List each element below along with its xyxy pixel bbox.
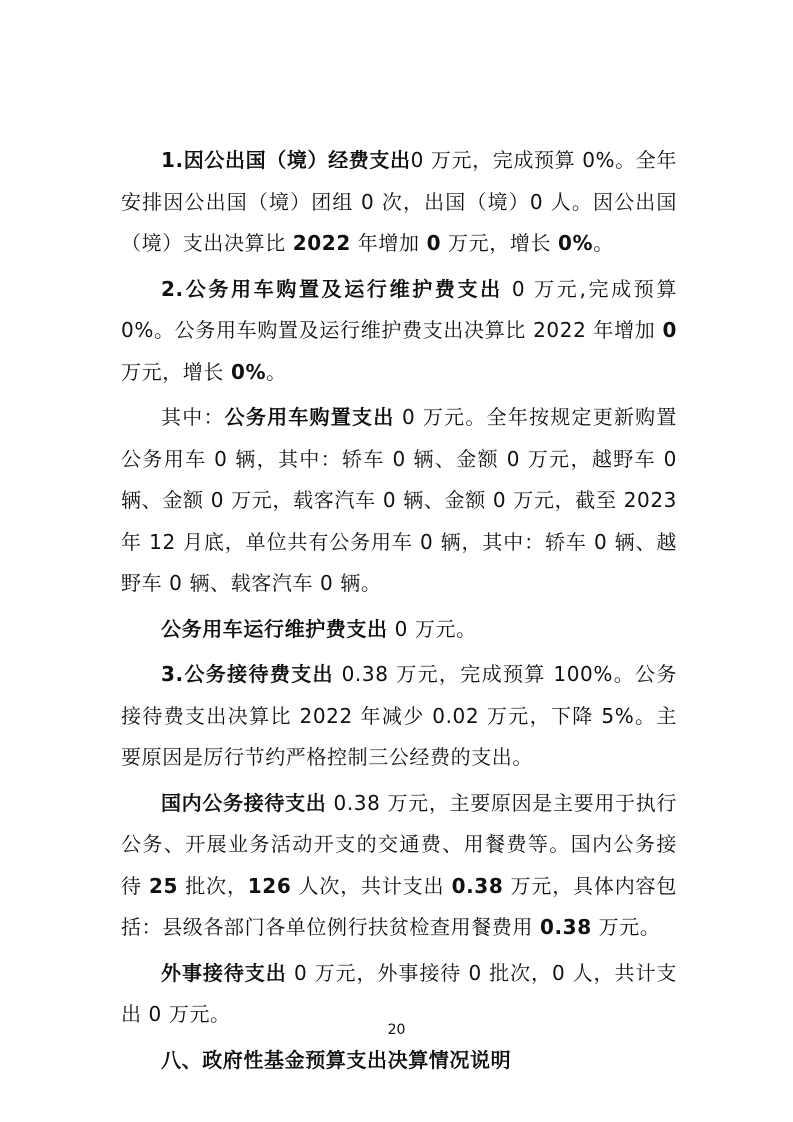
bold-value: 0 xyxy=(662,318,677,342)
bold-value: 0.38 xyxy=(451,873,504,898)
paragraph-text: 。 xyxy=(266,359,287,384)
paragraph-text: 。 xyxy=(593,231,614,255)
paragraph-text: 0 万元，完成预算 0%。全年安排因公出国（境）团组 0 次，出国（境）0 人。因公出国（境）支出决算比 xyxy=(121,148,677,255)
paragraph-lead: 国内公务接待支出 xyxy=(161,790,327,815)
paragraph-text: 其中： xyxy=(161,405,225,429)
paragraph-text: 0 万元，外事接待 0 批次，0 人，共计支出 0 万元。 xyxy=(121,960,677,1026)
page-number: 20 xyxy=(387,1022,406,1038)
paragraph-lead: 外事接待支出 xyxy=(161,960,287,985)
paragraph-reception-expense xyxy=(121,654,677,779)
paragraph-domestic-reception xyxy=(121,783,677,949)
bold-value: 0% xyxy=(230,359,267,384)
bold-value: 0 xyxy=(426,231,442,255)
paragraph-text: 人次，共计支出 xyxy=(291,873,452,898)
section-heading: 八、政府性基金预算支出决算情况说明 xyxy=(161,1047,512,1072)
paragraph-vehicle-purchase xyxy=(121,397,677,605)
paragraph-text: 万元，增长 xyxy=(441,231,559,255)
paragraph-text: 0 万元。 xyxy=(387,616,477,641)
bold-value: 0.38 xyxy=(539,915,592,939)
paragraph-text: 万元，增长 xyxy=(121,359,231,384)
paragraph-lead: 2.公务用车购置及运行维护费支出 xyxy=(161,276,503,301)
bold-value: 25 xyxy=(149,873,179,898)
paragraph-text: 批次， xyxy=(178,873,248,898)
paragraph-text: 0.38 万元，主要原因是主要用于执行公务、开展业务活动开支的交通费、用餐费等。国内公务接待 xyxy=(121,790,677,898)
paragraph-text: 0 万元。全年按规定更新购置公务用车 0 辆，其中：轿车 0 辆、金额 0 万元，越野车 0 辆、金额 0 万元，载客汽车 0 辆、金额 0 万元，截至 2023 年 12 月底，单位共有公务用车 0 辆，其中：轿车 0 辆、越野车 0 辆、载客汽车 0 辆。 xyxy=(121,405,677,595)
paragraph-text: 0.38 万元，完成预算 100%。公务接待费支出决算比 2022 年减少 0.02 万元，下降 5%。主要原因是厉行节约严格控制三公经费的支出。 xyxy=(121,662,677,769)
paragraph-overseas-expense xyxy=(121,140,677,265)
paragraph-text: 0 万元,完成预算 0%。公务用车购置及运行维护费支出决算比 2022 年增加 xyxy=(121,276,677,342)
paragraph-text: 年增加 xyxy=(350,231,427,255)
paragraph-lead: 3.公务接待费支出 xyxy=(161,662,334,686)
document-body xyxy=(121,140,677,1081)
paragraph-vehicle-maintenance xyxy=(121,609,677,651)
bold-value: 0% xyxy=(558,231,594,255)
paragraph-lead: 1.因公出国（境）经费支出 xyxy=(161,148,411,172)
paragraph-lead: 公务用车运行维护费支出 xyxy=(161,616,388,641)
paragraph-vehicle-expense xyxy=(121,269,677,394)
paragraph-lead: 公务用车购置支出 xyxy=(224,405,395,429)
bold-value: 2022 xyxy=(292,231,351,255)
paragraph-text: 万元，具体内容包括：县级各部门各单位例行扶贫检查用餐费用 xyxy=(121,873,677,939)
bold-value: 126 xyxy=(247,873,292,898)
paragraph-text: 万元。 xyxy=(591,915,661,939)
